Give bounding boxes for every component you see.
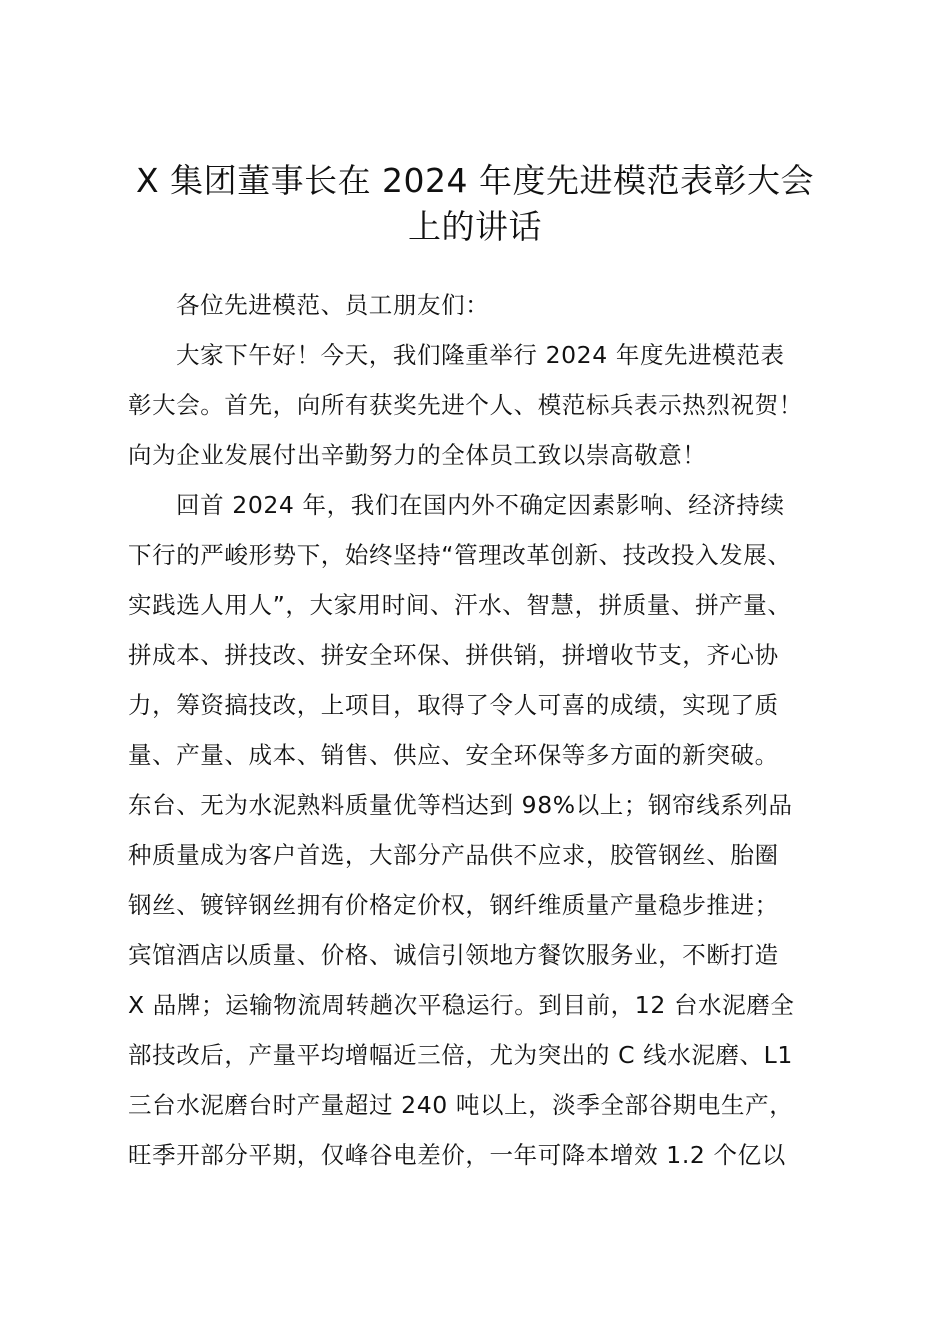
paragraph-2-line-6: 量、产量、成本、销售、供应、安全环保等多方面的新突破。 (128, 741, 779, 769)
title-line-2: 上的讲话 (408, 207, 542, 246)
paragraph-2-line-7: 东台、无为水泥熟料质量优等档达到 98%以上；钢帘线系列品 (128, 791, 793, 819)
paragraph-2-line-14: 旺季开部分平期，仅峰谷电差价，一年可降本增效 1.2 个亿以 (128, 1141, 786, 1169)
paragraph-2-line-1: 回首 2024 年，我们在国内外不确定因素影响、经济持续 (176, 491, 785, 519)
paragraph-2-line-5: 力，筹资搞技改，上项目，取得了令人可喜的成绩，实现了质 (128, 691, 779, 719)
paragraph-2-line-12: 部技改后，产量平均增幅近三倍，尤为突出的 C 线水泥磨、L1 (128, 1041, 793, 1069)
paragraph-2-line-4: 拼成本、拼技改、拼安全环保、拼供销，拼增收节支，齐心协 (128, 641, 779, 669)
paragraph-2-line-13: 三台水泥磨台时产量超过 240 吨以上，淡季全部谷期电生产， (128, 1091, 794, 1119)
salutation: 各位先进模范、员工朋友们： (176, 291, 490, 319)
paragraph-1-line-2: 彰大会。首先，向所有获奖先进个人、模范标兵表示热烈祝贺！ (128, 391, 803, 419)
paragraph-2-line-8: 种质量成为客户首选，大部分产品供不应求，胶管钢丝、胎圈 (128, 841, 779, 869)
speech-title (60, 158, 890, 250)
paragraph-2-line-10: 宾馆酒店以质量、价格、诚信引领地方餐饮服务业，不断打造 (128, 941, 779, 969)
title-line-1: X 集团董事长在 2024 年度先进模范表彰大会 (135, 161, 815, 200)
paragraph-1-line-1: 大家下午好！今天，我们隆重举行 2024 年度先进模范表 (176, 341, 785, 369)
paragraph-2-line-9: 钢丝、镀锌钢丝拥有价格定价权，钢纤维质量产量稳步推进； (128, 891, 779, 919)
paragraph-2-line-2: 下行的严峻形势下，始终坚持“管理改革创新、技改投入发展、 (128, 541, 792, 569)
paragraph-1-line-3: 向为企业发展付出辛勤努力的全体员工致以崇高敬意！ (128, 441, 707, 469)
paragraph-2-line-3: 实践选人用人”，大家用时间、汗水、智慧，拼质量、拼产量、 (128, 591, 792, 619)
paragraph-2-line-11: X 品牌；运输物流周转趟次平稳运行。到目前，12 台水泥磨全 (128, 991, 795, 1019)
speech-body (128, 280, 868, 1180)
